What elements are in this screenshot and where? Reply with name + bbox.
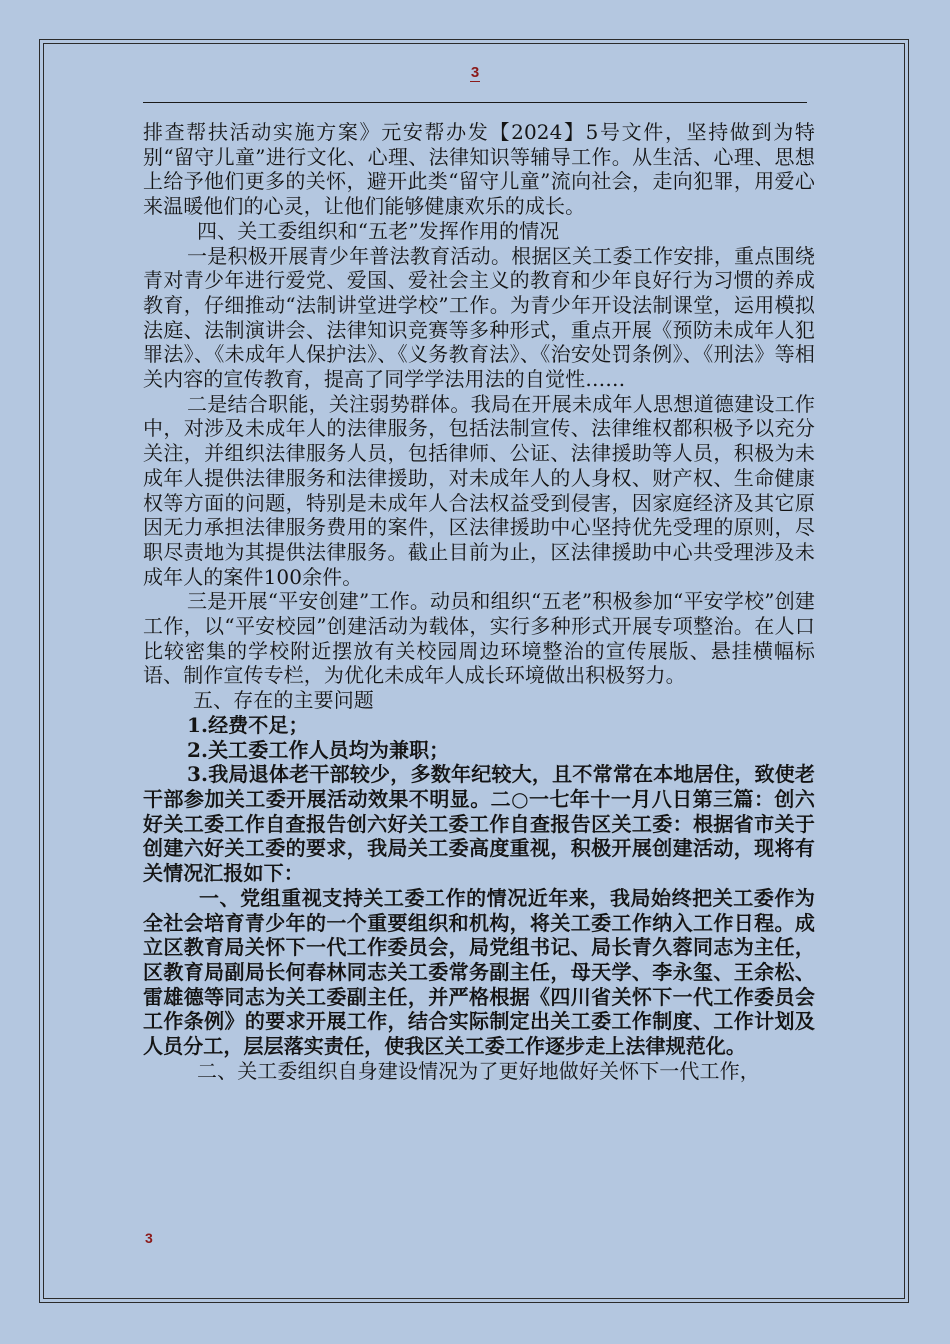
paragraph-point-2: 二是结合职能，关注弱势群体。我局在开展未成年人思想道德建设工作中，对涉及未成年人的法律服务，包括法制宣传、法律维权都积极予以充分关注，并组织法律服务人员，包括律师、公证、法律援助等人员，积极为未成年人提供法律服务和法律援助，对未成年人的人身权、财产权、生命健康权等方面的问题，特别是未成年人合法权益受到侵害，因家庭经济及其它原因无力承担法律服务费用的案件，区法律援助中心坚持优先受理的原则，尽职尽责地为其提供法律服务。截止目前为止，区法律援助中心共受理涉及未成年人的案件100余件。 (143, 391, 815, 589)
footer-page-number: 3 (145, 1230, 153, 1246)
section-heading-5: 五、存在的主要问题 (193, 688, 374, 713)
section-heading-4: 四、关工委组织和“五老”发挥作用的情况 (197, 218, 560, 243)
paragraph-continuation: 排查帮扶活动实施方案》元安帮办发【2024】5号文件，坚持做到为特别“留守儿童”进行文化、心理、法律知识等辅导工作。从生活、心理、思想上给予他们更多的关怀，避开此类“留守儿童”流向社会，走向犯罪，用爱心来温暖他们的心灵，让他们能够健康欢乐的成长。 (143, 120, 815, 219)
paragraph-party-support: 一、党组重视支持关工委工作的情况近年来，我局始终把关工委作为全社会培育青少年的一个重要组织和机构，将关工委工作纳入工作日程。成立区教育局关怀下一代工作委员会，局党组书记、局长青久蓉同志为主任，区教育局副局长何春林同志关工委常务副主任，母天学、李永玺、王余松、雷雄德等同志为关工委副主任，并严格根据《四川省关怀下一代工作委员会工作条例》的要求开展工作，结合实际制定出关工委工作制度、工作计划及人员分工，层层落实责任，使我区关工委工作逐步走上法律规范化。 (143, 885, 815, 1059)
header-page-number: 3 (470, 64, 480, 81)
problem-item-2: 2.关工委工作人员均为兼职； (187, 737, 450, 762)
paragraph-point-1: 一是积极开展青少年普法教育活动。根据区关工委工作安排，重点围绕青对青少年进行爱党、爱国、爱社会主义的教育和少年良好行为习惯的养成教育，仔细推动“法制讲堂进学校”工作。为青少年开设法制课堂，运用模拟法庭、法制演讲会、法律知识竞赛等多种形式，重点开展《预防未成年人犯罪法》、《未成年人保护法》、《义务教育法》、《治安处罚条例》、《刑法》等相关内容的宣传教育，提高了同学学法用法的自觉性…… (143, 243, 815, 392)
paragraph-self-construction: 二、关工委组织自身建设情况为了更好地做好关怀下一代工作， (197, 1058, 760, 1083)
problem-item-1: 1.经费不足； (187, 712, 309, 737)
paragraph-point-3: 三是开展“平安创建”工作。动员和组织“五老”积极参加“平安学校”创建工作，以“平安校园”创建活动为载体，实行多种形式开展专项整治。在人口比较密集的学校附近摆放有关校园周边环境整治的宣传展版、悬挂横幅标语、制作宣传专栏，为优化未成年人成长环境做出积极努力。 (143, 589, 815, 688)
document-body (143, 120, 815, 1083)
header-divider (143, 102, 807, 103)
problem-item-3: 3.我局退体老干部较少，多数年纪较大，且不常常在本地居住，致使老干部参加关工委开展活动效果不明显。二○一七年十一月八日第三篇：创六好关工委工作自查报告创六好关工委工作自查报告区关工委：根据省市关于创建六好关工委的要求，我局关工委高度重视，积极开展创建活动，现将有关情况汇报如下： (143, 762, 815, 886)
